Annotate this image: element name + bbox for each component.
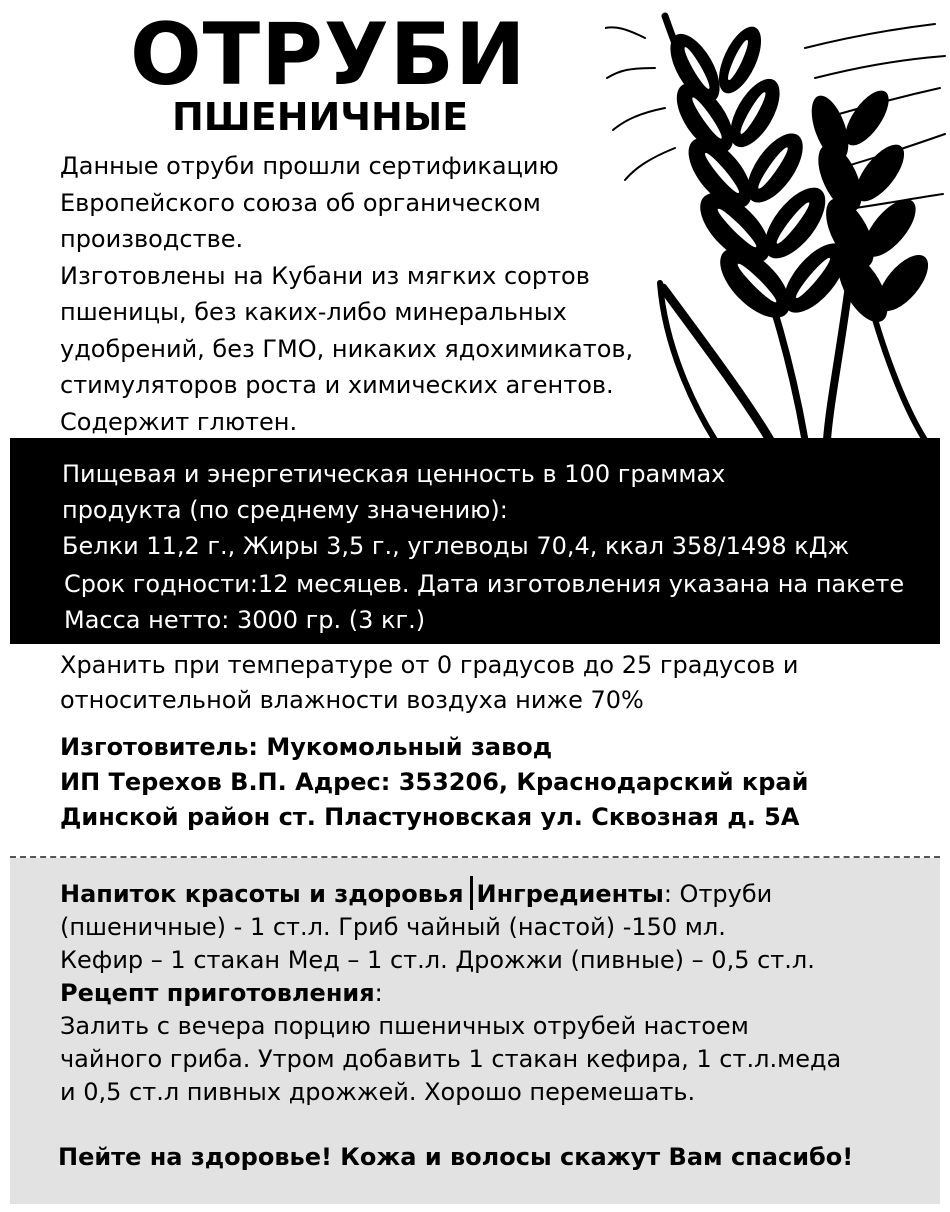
intro-line: пшеницы, без каких-либо минеральных <box>60 298 567 326</box>
nutrition-line: Пищевая и энергетическая ценность в 100 граммах <box>62 460 726 488</box>
manufacturer-line: Изготовитель: Мукомольный завод <box>60 733 553 761</box>
storage-conditions <box>60 648 910 718</box>
ingredients-line: Кефир – 1 стакан Мед – 1 ст.л. Дрожжи (пивные) – 0,5 ст.л. <box>60 946 815 974</box>
intro-text <box>60 148 680 440</box>
intro-line: удобрений, без ГМО, никаких ядохимикатов, <box>60 334 634 363</box>
ingredients-label: Ингредиенты <box>476 880 664 908</box>
recipe-text <box>60 876 920 1109</box>
storage-line: Хранить при температуре от 0 градусов до 25 градусов и <box>60 651 799 679</box>
nutrition-band <box>10 438 940 644</box>
manufacturer-info <box>60 730 930 835</box>
nutrition-facts <box>62 456 932 564</box>
dashed-divider <box>10 856 940 858</box>
net-weight-line: Масса нетто: 3000 гр. (3 кг.) <box>64 606 426 634</box>
closing-slogan: Пейте на здоровье! Кожа и волосы скажут Вам спасибо! <box>58 1143 854 1171</box>
ingredients-text: : Отруби <box>663 880 773 908</box>
storage-line: относительной влажности воздуха ниже 70% <box>60 686 644 714</box>
intro-line: Изготовлены на Кубани из мягких сортов <box>60 261 590 290</box>
intro-line: Содержит глютен. <box>60 407 298 436</box>
recipe-header-line <box>60 876 920 911</box>
manufacturer-line: ИП Терехов В.П. Адрес: 353206, Краснодарский край <box>60 768 809 796</box>
prep-line: Залить с вечера порцию пшеничных отрубей настоем <box>60 1012 749 1040</box>
vertical-separator <box>470 876 473 910</box>
prep-label: Рецепт приготовления <box>60 979 375 1007</box>
intro-line: Европейского союза об органическом <box>60 188 541 217</box>
prep-line: чайного гриба. Утром добавить 1 стакан кефира, 1 ст.л.меда <box>60 1045 842 1073</box>
manufacturer-line: Динской район ст. Пластуновская ул. Сквозная д. 5А <box>60 803 800 831</box>
shelf-life-line: Срок годности:12 месяцев. Дата изготовления указана на пакете <box>64 570 905 598</box>
prep-header-line <box>60 977 920 1010</box>
drink-title: Напиток красоты и здоровья <box>60 880 464 908</box>
nutrition-line: продукта (по среднему значению): <box>62 496 508 524</box>
product-title: ОТРУБИ <box>130 5 527 105</box>
prep-line: и 0,5 ст.л пивных дрожжей. Хорошо перемешать. <box>60 1078 696 1106</box>
nutrition-line: Белки 11,2 г., Жиры 3,5 г., углеводы 70,4, ккал 358/1498 кДж <box>62 532 850 560</box>
product-subtitle: ПШЕНИЧНЫЕ <box>172 95 469 139</box>
ingredients-line: (пшеничные) - 1 ст.л. Гриб чайный (настой) -150 мл. <box>60 913 726 941</box>
intro-line: производстве. <box>60 225 244 253</box>
wheat-icon <box>605 8 950 440</box>
prep-colon: : <box>374 979 383 1007</box>
intro-line: Данные отруби прошли сертификацию <box>60 152 559 180</box>
shelf-life-and-weight <box>64 566 934 638</box>
intro-line: стимуляторов роста и химических агентов. <box>60 371 614 399</box>
